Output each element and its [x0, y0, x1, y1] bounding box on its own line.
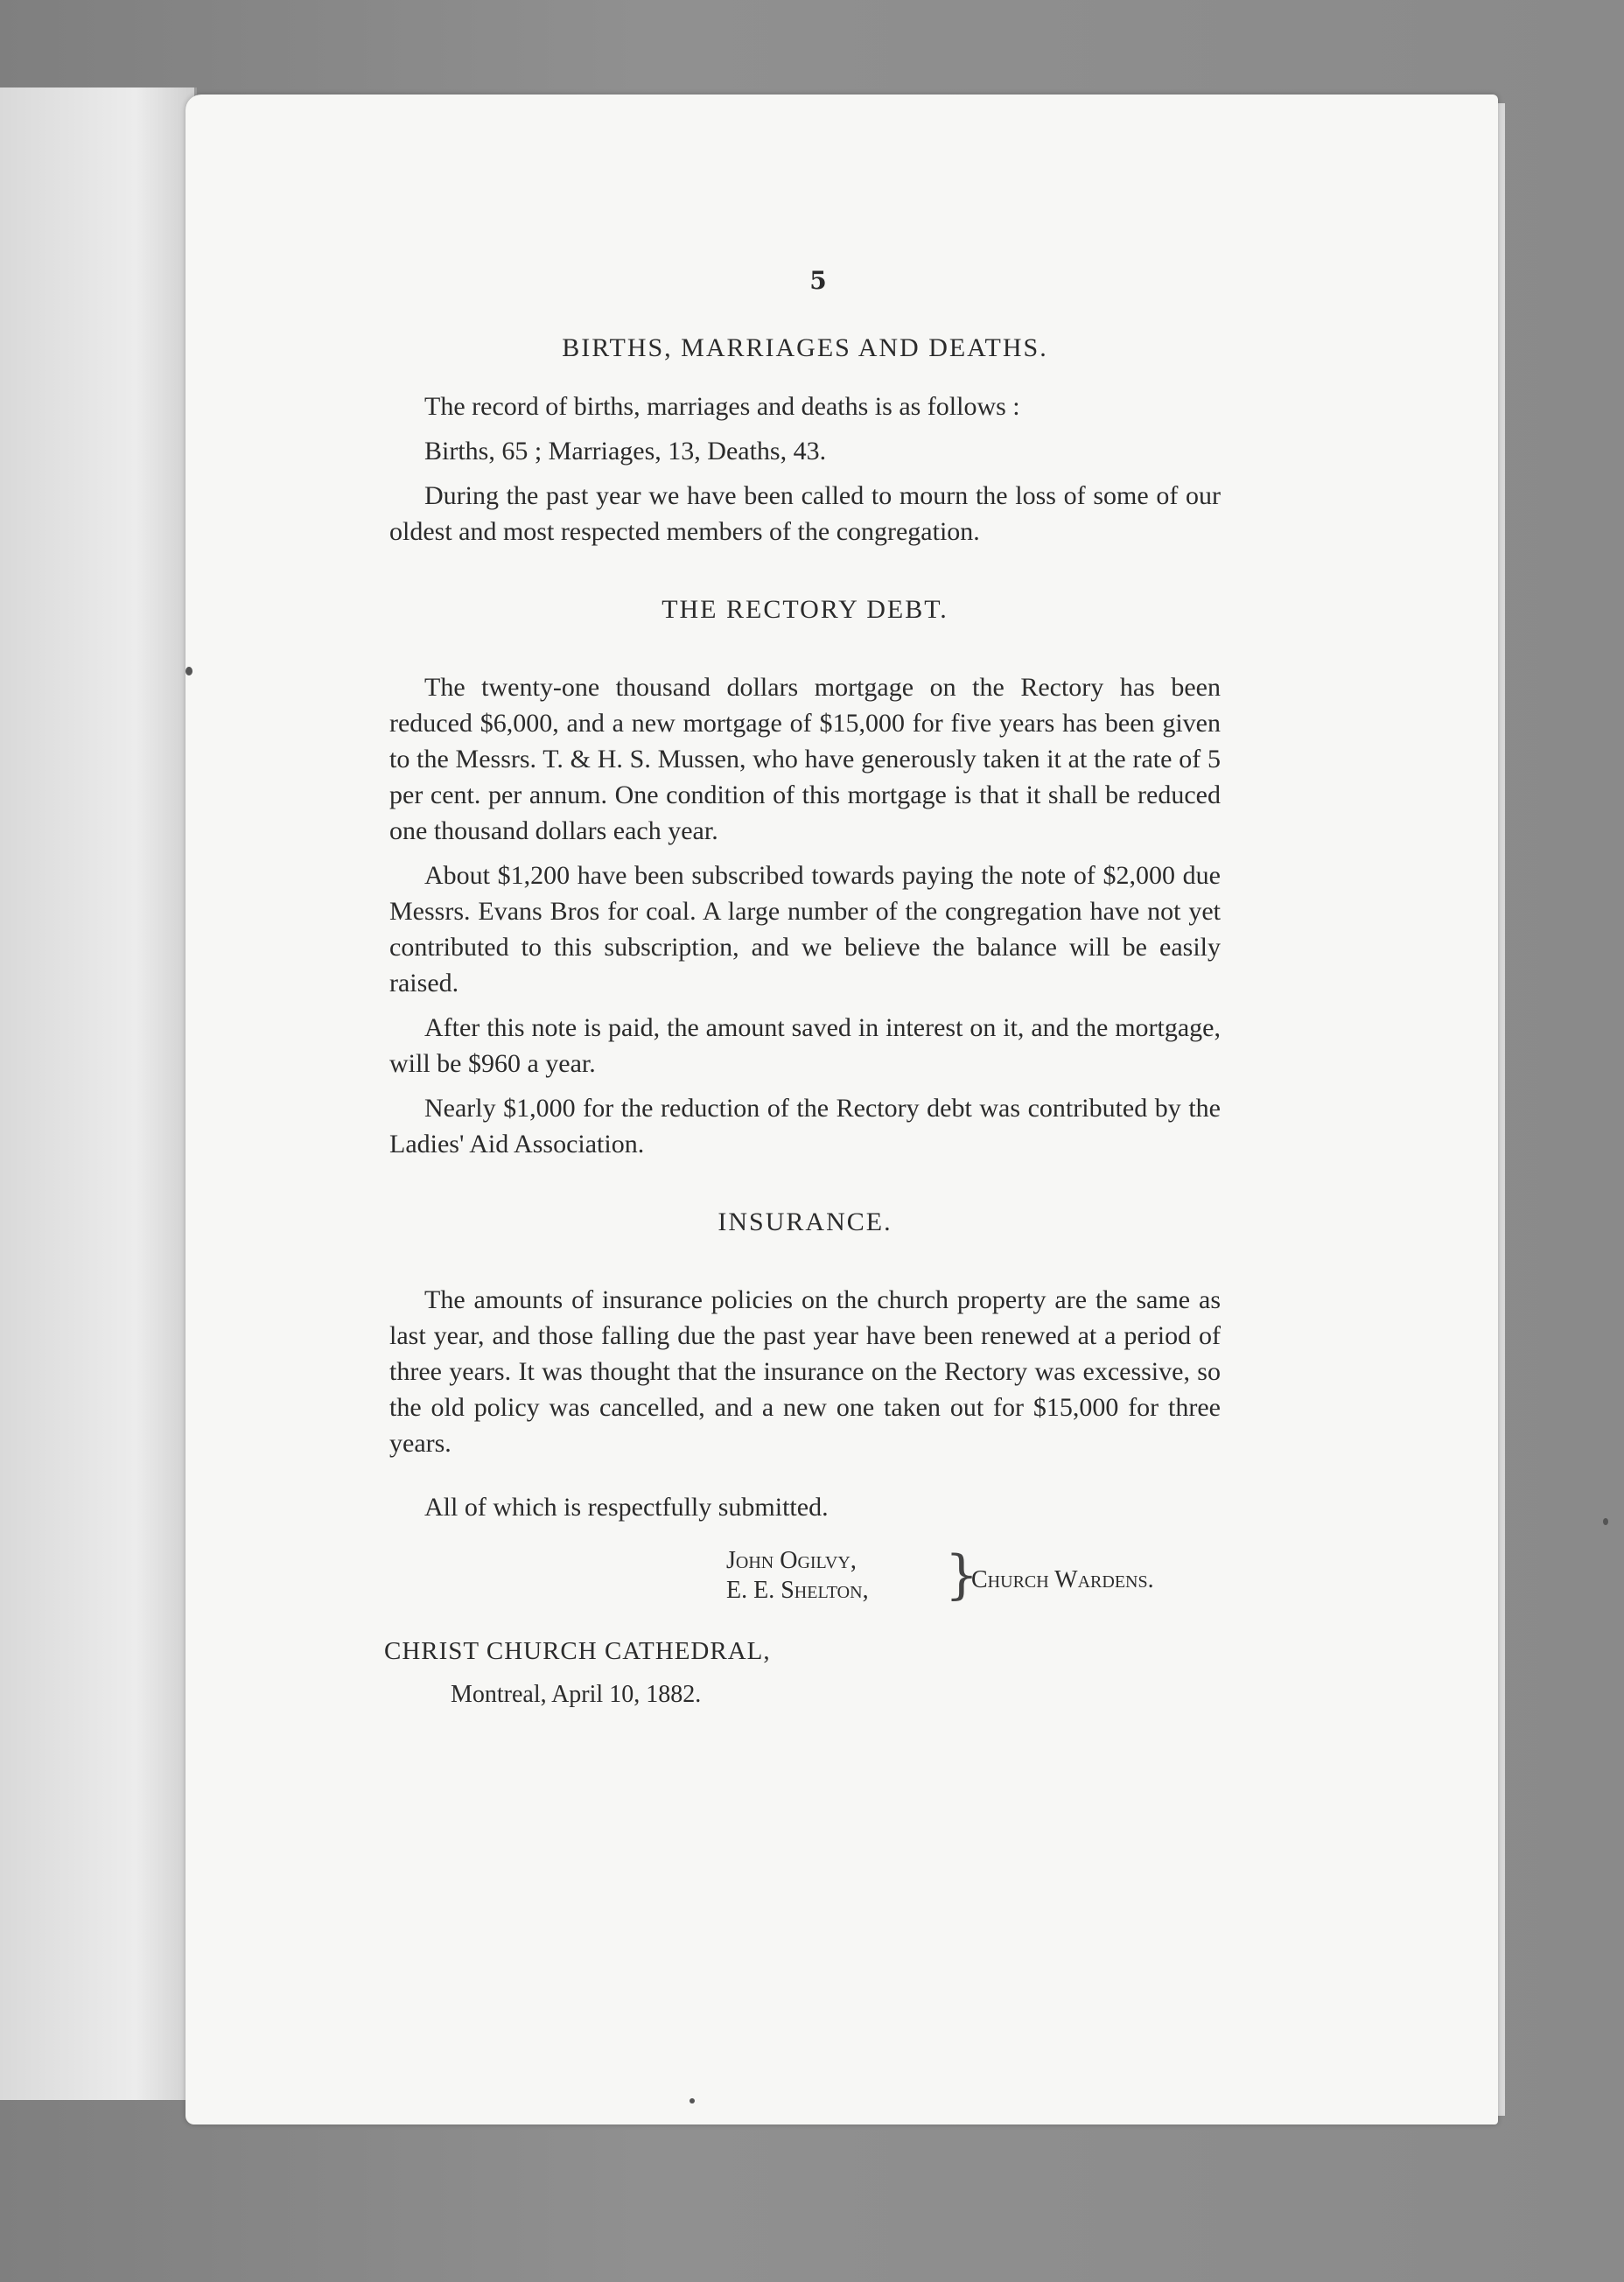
heading-insurance: INSURANCE.	[718, 1208, 892, 1236]
signature-block	[389, 1546, 1221, 1634]
ink-speck	[690, 2098, 695, 2104]
signature-john-ogilvy: John Ogilvy,	[726, 1547, 857, 1574]
signature-brace: }	[945, 1544, 979, 1606]
insurance-paragraph-policies: The amounts of insurance policies on the church property are the same as last year, and those falling due the past year have been renewed at a period of three years. It was thought that the insurance on the Rectory was excessive, so the old policy was cancelled, and a new one taken out for $15,000 for three years.	[389, 1285, 1221, 1458]
ink-speck	[1603, 1518, 1608, 1525]
signature-names	[726, 1546, 932, 1606]
ink-speck	[186, 667, 192, 676]
births-paragraph-counts: Births, 65 ; Marriages, 13, Deaths, 43.	[424, 437, 827, 466]
cathedral-name: CHRIST CHURCH CATHEDRAL,	[384, 1637, 771, 1665]
heading-births-marriages-deaths: BIRTHS, MARRIAGES AND DEATHS.	[562, 333, 1048, 362]
page-number: 5	[809, 266, 827, 295]
rectory-paragraph-mortgage: The twenty-one thousand dollars mortgage on the Rectory has been reduced $6,000, and a new mortgage of $15,000 for five years has been given to the Messrs. T. & H. S. Mussen, who have generously taken it at the rate of 5 per cent. per annum. One condition of this mortgage is that it shall be reduced one thousand dollars each year.	[389, 673, 1221, 845]
facing-page-edge	[0, 88, 197, 2100]
signature-title: Church Wardens.	[971, 1566, 1154, 1593]
births-paragraph-mourning: During the past year we have been called to mourn the loss of some of our oldest and most respected members of the congregation.	[389, 481, 1221, 546]
document-text	[384, 262, 1221, 1712]
rectory-paragraph-subscription: About $1,200 have been subscribed towards paying the note of $2,000 due Messrs. Evans Bros for coal. A large number of the congregation have not yet contributed to this subscription, and we believe the balance will be easily raised.	[389, 861, 1221, 998]
heading-rectory-debt: THE RECTORY DEBT.	[662, 595, 948, 624]
place-and-date: Montreal, April 10, 1882.	[451, 1681, 702, 1708]
births-paragraph-intro: The record of births, marriages and deaths is as follows :	[424, 392, 1020, 421]
rectory-paragraph-interest: After this note is paid, the amount saved in interest on it, and the mortgage, will be $960 a year.	[389, 1013, 1221, 1078]
insurance-paragraph-submitted: All of which is respectfully submitted.	[424, 1493, 829, 1522]
signature-e-e-shelton: E. E. Shelton,	[726, 1577, 869, 1604]
rectory-paragraph-ladies-aid: Nearly $1,000 for the reduction of the Rectory debt was contributed by the Ladies' Aid Association.	[389, 1094, 1221, 1158]
